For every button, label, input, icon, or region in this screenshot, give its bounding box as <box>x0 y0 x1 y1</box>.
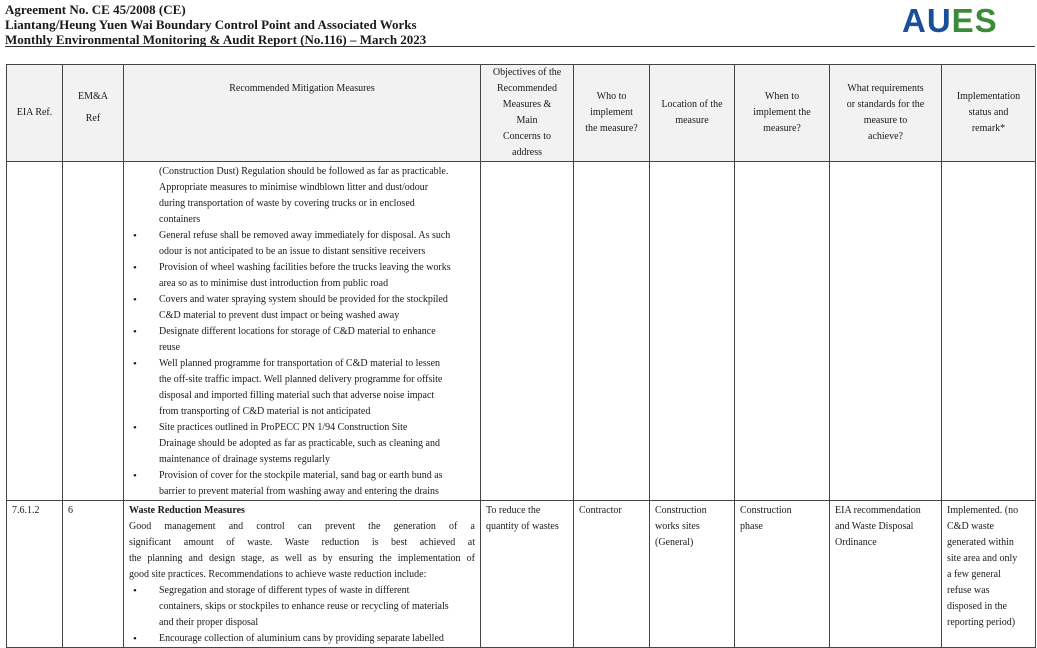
bullet-item <box>129 583 475 631</box>
bullet-item <box>129 356 475 420</box>
bullet-text-line: C&D material to prevent dust impact or being washed away <box>159 310 400 321</box>
cell-text-line: implement the <box>753 107 811 118</box>
cell-text-line: and Waste Disposal <box>835 521 914 532</box>
bullet-text-line: Designate different locations for storage of C&D material to enhance <box>159 326 436 337</box>
col-header-status <box>942 65 1036 162</box>
cell-text-line: phase <box>740 521 763 532</box>
bullet-item <box>129 324 475 356</box>
bullet-list <box>129 228 475 500</box>
report-header <box>5 2 426 47</box>
bullet-text-line: and their proper disposal <box>159 617 259 628</box>
who-cell <box>574 162 650 501</box>
text-line: Appropriate measures to minimise windblown litter and dust/odour <box>159 182 429 193</box>
status-cell <box>942 501 1036 648</box>
cell-text-line: Ordinance <box>835 537 877 548</box>
bullet-text-line: barrier to prevent material from washing away and entering the drains <box>159 486 439 497</box>
measure-title: Waste Reduction Measures <box>129 505 245 516</box>
text-line: good site practices. Recommendations to achieve waste reduction include: <box>129 569 427 580</box>
cell-text-line: Construction <box>740 505 792 516</box>
table-row <box>7 501 1036 648</box>
aues-logo: AUES <box>902 2 998 39</box>
ema-ref-cell <box>63 162 124 501</box>
cell-text-line: refuse was <box>947 585 990 596</box>
bullet-text-line: Provision of wheel washing facilities before the trucks leaving the works <box>159 262 451 273</box>
col-header-when <box>735 65 830 162</box>
cell-text-line: a few general <box>947 569 1001 580</box>
mitigation-cell <box>124 501 481 648</box>
cell-text-line: quantity of wastes <box>486 521 559 532</box>
mitigation-cell <box>124 162 481 501</box>
status-cell <box>942 162 1036 501</box>
bullet-text-line: maintenance of drainage systems regularly <box>159 454 331 465</box>
cell-text-line: generated within <box>947 537 1014 548</box>
bullet-list <box>129 583 475 647</box>
text-line: Good management and control can prevent the generation of a <box>129 521 475 532</box>
cell-text-line: the measure? <box>585 123 638 134</box>
cell-text-line: remark* <box>971 123 1006 134</box>
cell-text-line: EIA recommendation <box>835 505 921 516</box>
cell-text-line: Construction <box>655 505 707 516</box>
cell-text-line: Who to <box>596 91 627 102</box>
bullet-item <box>129 228 475 260</box>
bullet-text-line: Covers and water spraying system should be provided for the stockpiled <box>159 294 448 305</box>
cell-text-line: site area and only <box>947 553 1018 564</box>
eia-ref-cell <box>7 162 63 501</box>
col-header-eia-ref: EIA Ref. <box>7 65 63 162</box>
cell-text-line: or standards for the <box>846 99 925 110</box>
continued-text <box>129 164 475 228</box>
col-header-location <box>650 65 735 162</box>
text-line: during transportation of waste by covering trucks or in enclosed <box>159 198 415 209</box>
cell-text-line: implement <box>590 107 633 118</box>
bullet-icon: • <box>133 294 137 306</box>
cell-text-line: What requirements <box>847 83 924 94</box>
col-header-mitigation: Recommended Mitigation Measures <box>124 65 481 162</box>
report-title: Monthly Environmental Monitoring & Audit Report (No.116) – March 2023 <box>5 32 427 47</box>
cell-text-line: Implemented. (no <box>947 505 1019 516</box>
text-line: the planning and design stage, as well as by ensuring the implementation of <box>129 553 475 564</box>
cell-text-line: measure to <box>863 115 908 126</box>
text-line: containers <box>159 214 201 225</box>
objectives-cell <box>481 162 574 501</box>
bullet-icon: • <box>133 230 137 242</box>
bullet-icon: • <box>133 633 137 645</box>
cell-text-line: Implementation <box>956 91 1021 102</box>
cell-text-line: Location of the <box>661 99 723 110</box>
bullet-icon: • <box>133 422 137 434</box>
bullet-text-line: General refuse shall be removed away immediately for disposal. As such <box>159 230 451 241</box>
cell-text-line: To reduce the <box>486 505 541 516</box>
bullet-text-line: Drainage should be adopted as far as practicable, such as cleaning and <box>159 438 440 449</box>
cell-text-line: reporting period) <box>947 617 1016 628</box>
cell-text-line: When to <box>764 91 800 102</box>
bullet-icon: • <box>133 358 137 370</box>
eia-ref-cell: 7.6.1.2 <box>7 501 63 648</box>
ema-ref-cell: 6 <box>63 501 124 648</box>
bullet-item <box>129 420 475 468</box>
bullet-text-line: Provision of cover for the stockpile material, sand bag or earth bund as <box>159 470 443 481</box>
requirements-cell <box>830 501 942 648</box>
bullet-item <box>129 468 475 500</box>
cell-text-line: Measures & <box>502 99 552 110</box>
col-header-who <box>574 65 650 162</box>
cell-text-line: achieve? <box>868 131 903 142</box>
cell-text-line: Main <box>516 115 538 126</box>
bullet-icon: • <box>133 585 137 597</box>
cell-text-line: status and <box>968 107 1009 118</box>
col-header-ema-ref: EM&A Ref <box>63 65 124 162</box>
who-cell <box>574 501 650 648</box>
bullet-text-line: odour is not anticipated to be an issue to distant sensitive receivers <box>159 246 426 257</box>
cell-text-line: Recommended <box>497 83 557 94</box>
cell-text-line: works sites <box>655 521 700 532</box>
bullet-text-line: Segregation and storage of different types of waste in different <box>159 585 410 596</box>
bullet-icon: • <box>133 326 137 338</box>
intro-text <box>129 519 475 583</box>
location-cell <box>650 162 735 501</box>
col-header-objectives <box>481 65 574 162</box>
project-title: Liantang/Heung Yuen Wai Boundary Control Point and Associated Works <box>5 17 417 32</box>
cell-text-line: measure? <box>763 123 801 134</box>
when-cell <box>735 501 830 648</box>
mitigation-measures-table <box>6 64 1036 648</box>
bullet-icon: • <box>133 470 137 482</box>
objectives-cell <box>481 501 574 648</box>
bullet-item <box>129 260 475 292</box>
text-line: (Construction Dust) Regulation should be followed as far as practicable. <box>159 166 449 177</box>
bullet-text-line: Well planned programme for transportation of C&D material to lessen <box>159 358 441 369</box>
cell-text-line: measure <box>675 115 709 126</box>
cell-text-line: address <box>512 147 542 158</box>
requirements-cell <box>830 162 942 501</box>
table-header-row <box>7 65 1036 162</box>
bullet-text-line: Encourage collection of aluminium cans by providing separate labelled <box>159 633 444 644</box>
bullet-icon: • <box>133 262 137 274</box>
cell-text-line: disposed in the <box>947 601 1007 612</box>
col-header-requirements <box>830 65 942 162</box>
bullet-text-line: from transporting of C&D material is not anticipated <box>159 406 371 417</box>
cell-text-line: C&D waste <box>947 521 994 532</box>
cell-text-line: Concerns to <box>502 131 552 142</box>
bullet-text-line: Site practices outlined in ProPECC PN 1/94 Construction Site <box>159 422 408 433</box>
cell-text-line: Objectives of the <box>492 67 562 78</box>
bullet-text-line: reuse <box>159 342 181 353</box>
text-line: significant amount of waste. Waste reduction is best achieved at <box>129 537 475 548</box>
bullet-text-line: area so as to minimise dust introduction from public road <box>159 278 389 289</box>
bullet-item <box>129 292 475 324</box>
cell-text-line: (General) <box>655 537 694 548</box>
header-divider <box>5 46 1035 47</box>
when-cell <box>735 162 830 501</box>
agreement-number: Agreement No. CE 45/2008 (CE) <box>5 2 186 17</box>
table-row <box>7 162 1036 501</box>
cell-text-line: Contractor <box>579 505 622 516</box>
bullet-text-line: disposal and imported filling material such that adverse noise impact <box>159 390 435 401</box>
bullet-text-line: the off-site traffic impact. Well planned delivery programme for offsite <box>159 374 443 385</box>
location-cell <box>650 501 735 648</box>
bullet-text-line: containers, skips or stockpiles to enhance reuse or recycling of materials <box>159 601 449 612</box>
